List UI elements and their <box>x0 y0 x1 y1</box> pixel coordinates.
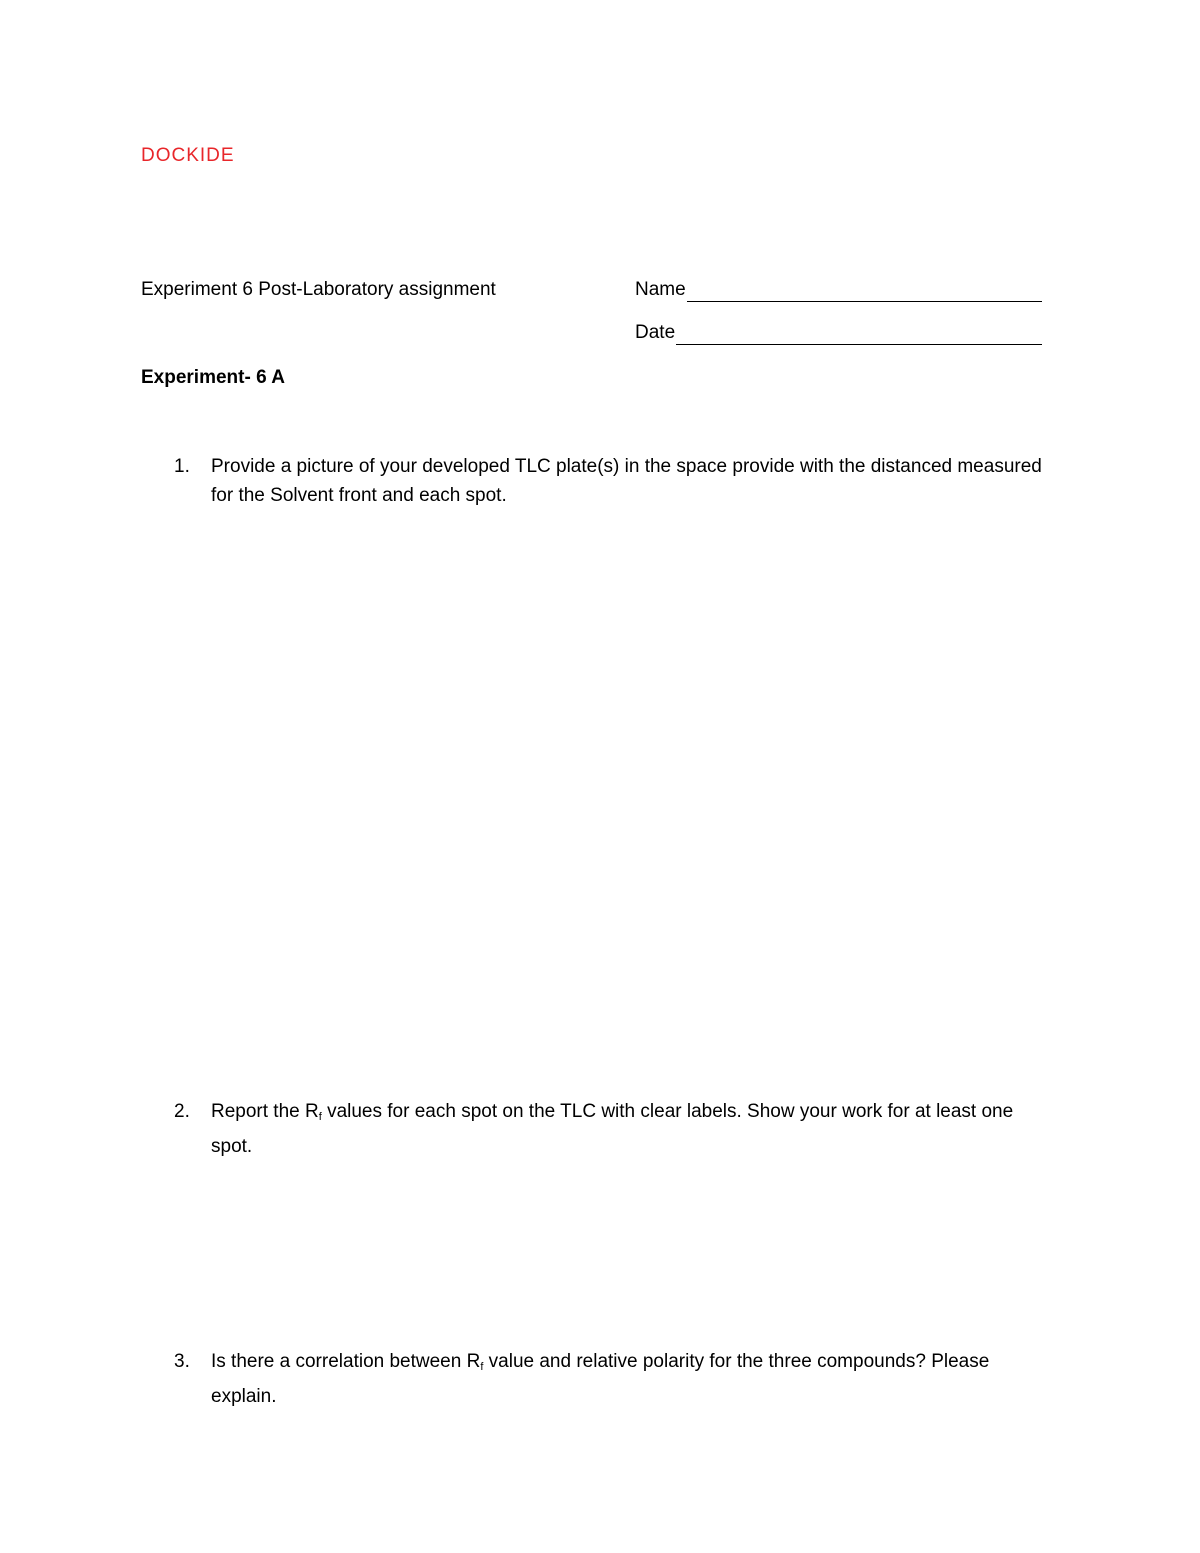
question-number: 3. <box>174 1351 190 1372</box>
question-number: 2. <box>174 1101 190 1122</box>
watermark-text: DOCKIDE <box>141 145 235 166</box>
name-label: Name <box>635 279 686 300</box>
section-heading: Experiment- 6 A <box>141 367 285 388</box>
question-text: Provide a picture of your developed TLC plate(s) in the space provide with the distanced measured for the Solvent front and each spot. <box>211 456 1042 506</box>
question-text-part: Is there a correlation between R <box>211 1351 481 1372</box>
assignment-title: Experiment 6 Post-Laboratory assignment <box>141 279 496 300</box>
question-text-part: values for each spot on the TLC with clear labels. Show your work for at least one spot. <box>211 1101 1014 1157</box>
question-text-part: value and relative polarity for the three compounds? Please explain. <box>211 1351 990 1407</box>
question-text <box>211 1097 1051 1161</box>
name-field[interactable] <box>635 278 1042 302</box>
answer-space-3[interactable] <box>211 1415 1051 1535</box>
date-label: Date <box>635 322 676 343</box>
rf-subscript: f <box>480 1361 484 1373</box>
answer-space-1[interactable] <box>211 520 1051 1080</box>
question-text <box>211 1347 1051 1411</box>
date-field[interactable] <box>635 321 1042 345</box>
name-blank-line[interactable] <box>687 283 1042 302</box>
date-blank-line[interactable] <box>676 326 1042 345</box>
answer-space-2[interactable] <box>211 1165 1051 1335</box>
question-text-part: Report the R <box>211 1101 319 1122</box>
question-number: 1. <box>174 456 190 477</box>
rf-subscript: f <box>318 1111 322 1123</box>
